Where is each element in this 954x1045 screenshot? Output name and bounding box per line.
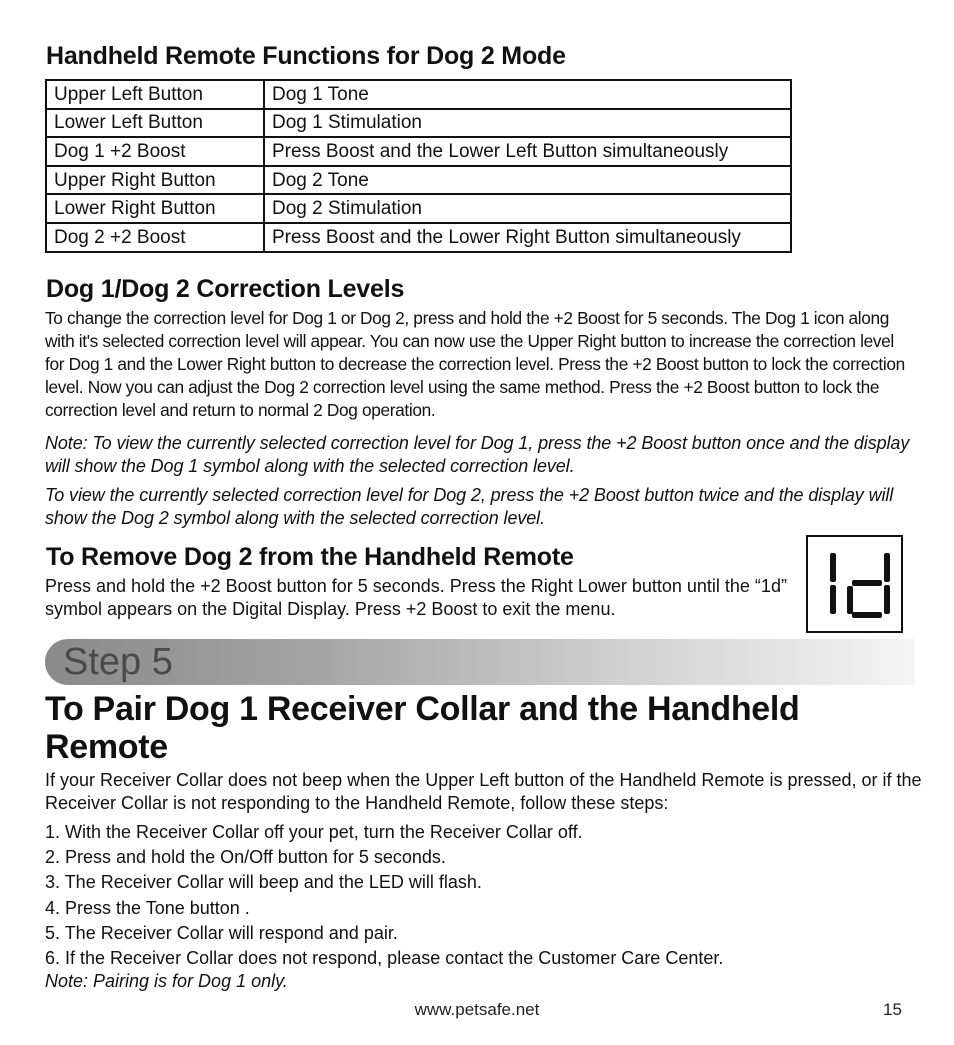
remove-dog2-heading: To Remove Dog 2 from the Handheld Remote <box>46 543 574 571</box>
pairing-note: Note: Pairing is for Dog 1 only. <box>45 971 288 991</box>
button-name-cell: Lower Left Button <box>46 109 264 138</box>
button-name-cell: Lower Right Button <box>46 194 264 223</box>
list-item: 2. Press and hold the On/Off button for 5 seconds. <box>45 847 446 868</box>
pairing-steps-list <box>45 820 723 971</box>
list-item: 5. The Receiver Collar will respond and pair. <box>45 922 398 943</box>
list-item: 1. With the Receiver Collar off your pet, turn the Receiver Collar off. <box>45 822 583 842</box>
button-name-cell: Upper Right Button <box>46 166 264 195</box>
button-function-cell: Dog 1 Tone <box>264 80 791 109</box>
table-row <box>46 137 791 166</box>
correction-levels-text: To change the correction level for Dog 1 or Dog 2, press and hold the +2 Boost for 5 seconds. The Dog 1 icon along with it's selected correction level will appear. You can now use the Upper Right button to increase the correction level for Dog 1 and the Lower Right button to decrease the correction level. Press the +2 Boost button to lock the correction level. Now you can adjust the Dog 2 correction level using the same method. Press the +2 Boost button to lock the correction level and return to normal 2 Dog operation. <box>45 308 905 420</box>
list-item: 6. If the Receiver Collar does not respond, please contact the Customer Care Center. <box>45 948 724 969</box>
remote-functions-table <box>45 79 792 253</box>
button-function-cell: Dog 1 Stimulation <box>264 109 791 138</box>
step-banner <box>45 639 915 685</box>
page-number: 15 <box>883 1000 902 1019</box>
remote-functions-heading: Handheld Remote Functions for Dog 2 Mode <box>46 42 566 70</box>
correction-levels-note-dog2: To view the currently selected correction level for Dog 2, press the +2 Boost button twice and the display will show the Dog 2 symbol along with the selected correction level. <box>45 485 894 528</box>
table-row <box>46 80 791 109</box>
list-item: 4. Press the Tone button . <box>45 897 250 918</box>
button-function-cell: Press Boost and the Lower Left Button simultaneously <box>264 137 791 166</box>
button-name-cell: Dog 2 +2 Boost <box>46 223 264 252</box>
list-item: 3. The Receiver Collar will beep and the LED will flash. <box>45 872 482 893</box>
correction-levels-note-dog1: Note: To view the currently selected correction level for Dog 1, press the +2 Boost button once and the display will show the Dog 1 symbol along with the selected correction level. <box>45 433 910 476</box>
seven-segment-1d-icon <box>808 537 901 631</box>
button-function-cell: Press Boost and the Lower Right Button simultaneously <box>264 223 791 252</box>
table-row <box>46 109 791 138</box>
button-name-cell: Dog 1 +2 Boost <box>46 137 264 166</box>
remove-dog2-text: Press and hold the +2 Boost button for 5 seconds. Press the Right Lower button until the “1d” symbol appears on the Digital Display. Press +2 Boost to exit the menu. <box>45 576 787 619</box>
table-row <box>46 194 791 223</box>
button-function-cell: Dog 2 Tone <box>264 166 791 195</box>
step-label: Step 5 <box>63 641 173 683</box>
footer-website: www.petsafe.net <box>414 1000 540 1019</box>
pair-dog1-heading: To Pair Dog 1 Receiver Collar and the Handheld Remote <box>45 690 800 766</box>
button-function-cell: Dog 2 Stimulation <box>264 194 791 223</box>
remote-functions-table-body <box>46 80 791 252</box>
correction-levels-heading: Dog 1/Dog 2 Correction Levels <box>46 275 405 303</box>
table-row <box>46 166 791 195</box>
table-row <box>46 223 791 252</box>
digital-display-1d-image <box>806 535 903 633</box>
pair-intro-text: If your Receiver Collar does not beep when the Upper Left button of the Handheld Remote is pressed, or if the Receiver Collar is not responding to the Handheld Remote, follow these steps: <box>45 770 922 813</box>
button-name-cell: Upper Left Button <box>46 80 264 109</box>
